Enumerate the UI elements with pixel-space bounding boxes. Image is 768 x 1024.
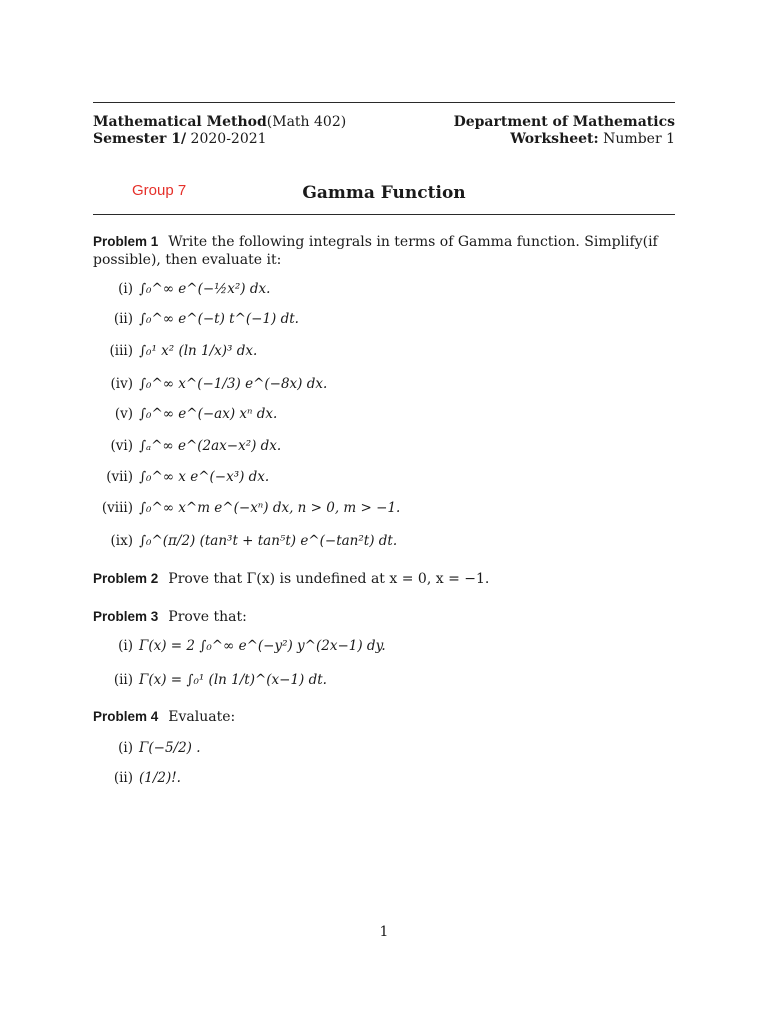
problem-3-item bbox=[93, 636, 386, 656]
problem-4-label: Problem 4 bbox=[93, 709, 159, 724]
header-right bbox=[454, 114, 675, 148]
item-expression: Γ(−5/2) . bbox=[139, 740, 201, 756]
semester-year: 2020-2021 bbox=[186, 131, 267, 147]
item-number: (i) bbox=[118, 740, 133, 756]
item-number: (i) bbox=[118, 638, 133, 654]
page-title: Gamma Function bbox=[302, 183, 466, 203]
page-number: 1 bbox=[379, 924, 389, 940]
problem-1-item bbox=[93, 404, 277, 424]
item-number: (iii) bbox=[109, 343, 133, 359]
item-expression: ∫ₐ^∞ e^(2ax−x²) dx. bbox=[139, 438, 282, 454]
problem-4-text: Evaluate: bbox=[168, 709, 236, 725]
title-rule bbox=[93, 214, 675, 215]
problem-3-text: Prove that: bbox=[168, 609, 247, 625]
item-expression: ∫₀^∞ x e^(−x³) dx. bbox=[139, 469, 270, 485]
problem-2 bbox=[93, 570, 675, 588]
item-expression: Γ(x) = ∫₀¹ (ln 1/t)^(x−1) dt. bbox=[139, 672, 327, 688]
item-number: (vii) bbox=[106, 469, 133, 485]
problem-3 bbox=[93, 608, 675, 626]
item-number: (viii) bbox=[101, 500, 133, 516]
problem-1-text: Write the following integrals in terms of Gamma function. Simplify(if possible), then evaluate it: bbox=[93, 234, 658, 268]
problem-3-label: Problem 3 bbox=[93, 609, 159, 624]
group-label: Group 7 bbox=[132, 182, 187, 199]
item-number: (i) bbox=[118, 281, 133, 297]
problem-2-text: Prove that Γ(x) is undefined at x = 0, x = −1. bbox=[168, 571, 490, 587]
problem-1-item bbox=[93, 498, 400, 518]
item-number: (ix) bbox=[110, 533, 133, 549]
item-number: (iv) bbox=[110, 376, 133, 392]
problem-1-item bbox=[93, 436, 281, 456]
problem-1-item bbox=[93, 531, 397, 551]
problem-1 bbox=[93, 233, 675, 269]
semester-label: Semester 1/ bbox=[93, 131, 187, 147]
problem-3-item bbox=[93, 670, 327, 690]
worksheet-number: Number 1 bbox=[598, 131, 675, 147]
item-expression: ∫₀^∞ e^(−t) t^(−1) dt. bbox=[139, 311, 299, 327]
item-number: (ii) bbox=[113, 672, 133, 688]
problem-1-item bbox=[93, 341, 257, 361]
item-expression: (1/2)!. bbox=[139, 770, 181, 786]
course-code: (Math 402) bbox=[266, 114, 347, 130]
problem-1-label: Problem 1 bbox=[93, 234, 159, 249]
item-expression: Γ(x) = 2 ∫₀^∞ e^(−y²) y^(2x−1) dy. bbox=[139, 638, 386, 654]
problem-4-item bbox=[93, 738, 201, 758]
item-expression: ∫₀^∞ e^(−½x²) dx. bbox=[139, 281, 271, 297]
problem-1-item bbox=[93, 309, 299, 329]
item-number: (ii) bbox=[113, 770, 133, 786]
item-number: (ii) bbox=[113, 311, 133, 327]
item-expression: ∫₀^∞ e^(−ax) xⁿ dx. bbox=[139, 406, 278, 422]
problem-2-label: Problem 2 bbox=[93, 571, 159, 586]
problem-4 bbox=[93, 708, 675, 726]
item-expression: ∫₀^∞ x^m e^(−xⁿ) dx, n > 0, m > −1. bbox=[139, 500, 401, 516]
item-expression: ∫₀^(π/2) (tan³t + tan⁵t) e^(−tan²t) dt. bbox=[139, 533, 398, 549]
item-expression: ∫₀¹ x² (ln 1/x)³ dx. bbox=[139, 343, 258, 359]
problem-1-item bbox=[93, 374, 327, 394]
item-number: (v) bbox=[114, 406, 133, 422]
problem-4-item bbox=[93, 768, 181, 788]
worksheet-label: Worksheet: bbox=[510, 131, 599, 147]
problem-1-item bbox=[93, 279, 270, 299]
problem-1-item bbox=[93, 467, 269, 487]
item-expression: ∫₀^∞ x^(−1/3) e^(−8x) dx. bbox=[139, 376, 328, 392]
item-number: (vi) bbox=[110, 438, 133, 454]
header-left bbox=[93, 114, 346, 148]
course-name: Mathematical Method bbox=[93, 114, 267, 130]
top-rule bbox=[93, 102, 675, 103]
department-name: Department of Mathematics bbox=[453, 114, 675, 130]
